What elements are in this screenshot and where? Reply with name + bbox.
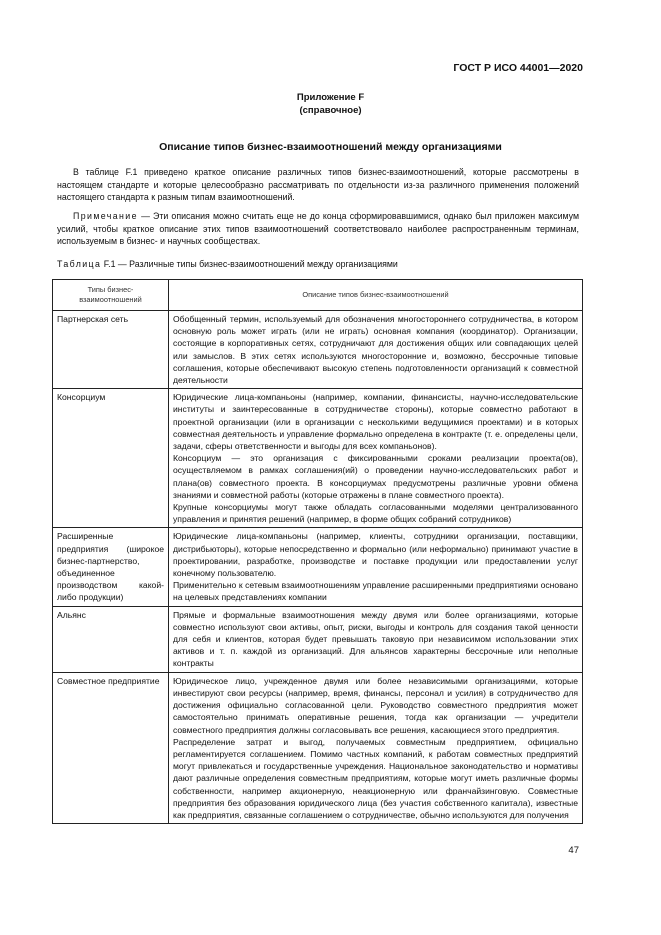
table-row [53, 389, 583, 528]
table-caption-text: F.1 — Различные типы бизнес-взаимоотношений между организациями [101, 259, 398, 269]
note-text: — Эти описания можно считать еще не до конца сформировавшимися, однако был приложен максимум усилий, чтобы краткое описание этих типов взаимоотношений соответствовало наиболее распространенным терминам, используемым в бизнес- и научных сообществах. [57, 211, 579, 247]
annex-title: Приложение F [296, 92, 365, 103]
description-text: Применительно к сетевым взаимоотношениям управление расширенными предприятиями основано на целевых представлениях компании [173, 580, 578, 603]
description-text: Обобщенный термин, используемый для обозначения многостороннего сотрудничества, в котором основную роль может играть (или не играть) основная компания (координатор). Организации, состоящие в корпоративных сетях, сотрудничают для достижения общих или совпадающих целей или замыслов. В этих сетях используются многосторонние и, возможно, бессрочные типовые соглашения, которые обеспечивают высокую степень подготовленности организаций к совместной деятельности [173, 314, 578, 386]
relationship-types-table [52, 279, 583, 824]
table-caption-label: Таблица [57, 259, 102, 269]
header-cell-types: Типы бизнес-взаимоотношений [53, 280, 169, 311]
description-text: Юридические лица-компаньоны (например, клиенты, сотрудники организации, поставщики, дистрибьюторы), которые непосредственно и формально (или неформально) принимают участие в проектировании, разработке, производстве и поставке продукции или предоставлении услуг конечному пользователю. [173, 531, 578, 579]
table-row [53, 311, 583, 389]
description-cell [169, 672, 583, 823]
type-cell: Партнерская сеть [53, 311, 169, 389]
note-paragraph [57, 210, 579, 248]
description-text: Юридические лица-компаньоны (например, компании, финансисты, научно-исследовательские институты и заинтересованные в сотрудничестве стороны), которые совместно работают в проектной организации (или в организации с несколькими ведущимися проектами) и в которых совместная деятельность и управление формально определена в контракте (т. е. определены цели, задачи, сферы ответственности и выгоды для всех компаньонов). [173, 392, 578, 452]
table-caption [57, 259, 398, 269]
annex-heading [0, 91, 661, 117]
annex-subtitle: (справочное) [299, 105, 362, 116]
page-number: 47 [568, 845, 579, 856]
document-code: ГОСТ Р ИСО 44001—2020 [453, 62, 583, 74]
description-text: Распределение затрат и выгод, получаемых совместным предприятием, официально регламентируется соглашением. Помимо частных компаний, к работам совместных предприятий могут привлекаться и государственные учреждения. Национальное законодательство и нормативы дают различные определения совместным предприятиям, которые могут иметь различные формы собственности, например акционерную, неакционерную или франчайзинговую. Совместные предприятия без образования юридического лица (без участия собственного капитала), известные как предприятия, связанные соглашением о сотрудничестве, обычно используются для получения [173, 736, 578, 820]
table-row [53, 672, 583, 823]
description-cell [169, 389, 583, 528]
description-cell [169, 528, 583, 606]
table-row [53, 606, 583, 672]
description-text: Юридическое лицо, учрежденное двумя или более независимыми организациями, которые инвестируют свои ресурсы (например, время, финансы, персонал и усилия) в сотрудничество для достижения официально согласованной цели. Руководство совместного предприятия может самостоятельно принимать оперативные решения, тогда как организации — учредители совместного предприятия должны согласовывать все решения, касающиеся этого предприятия. [173, 675, 578, 735]
type-cell: Консорциум [53, 389, 169, 528]
note-label: Примечание [73, 211, 138, 221]
section-title: Описание типов бизнес-взаимоотношений между организациями [159, 141, 502, 153]
type-cell: Расширенные предприятия (широкое бизнес-партнерство, объединенное производством какой-либо продукции) [53, 528, 169, 606]
header-cell-description: Описание типов бизнес-взаимоотношений [169, 280, 583, 311]
type-cell: Совместное предприятие [53, 672, 169, 823]
intro-text: В таблице F.1 приведено краткое описание различных типов бизнес-взаимоотношений, которые рассмотрены в настоящем стандарте и которые целесообразно рассматривать по отдельности из-за различного применения положений настоящего стандарта к разным типам взаимоотношений. [57, 167, 579, 203]
table-row [53, 528, 583, 606]
description-text: Крупные консорциумы могут также обладать согласованными моделями централизованного управления и принятия решений (например, в форме общих собраний сотрудников) [173, 502, 578, 525]
type-cell: Альянс [53, 606, 169, 672]
description-text: Прямые и формальные взаимоотношения между двумя или более организациями, которые совместно используют свои активы, опыт, риски, выгоды и контроль для создания такой ценности для себя и клиентов, которая будет превышать таковую при независимом использовании этих активов и т. п. каждой из организаций. Для альянсов характерны бессрочные или неполные контракты [173, 609, 578, 669]
description-text: Консорциум — это организация с фиксированными сроками реализации проекта(ов), осуществляемом в рамках соглашения(ий) о проведении научно-исследовательских работ и плана(ов) совместного проекта. В консорциумах предусмотрены различные уровни обмена знаниями и совместной работы (которые отражены в плане совместного проекта). [173, 453, 578, 500]
description-cell [169, 311, 583, 389]
intro-paragraph [57, 166, 579, 204]
table-header-row [53, 280, 583, 311]
description-cell [169, 606, 583, 672]
